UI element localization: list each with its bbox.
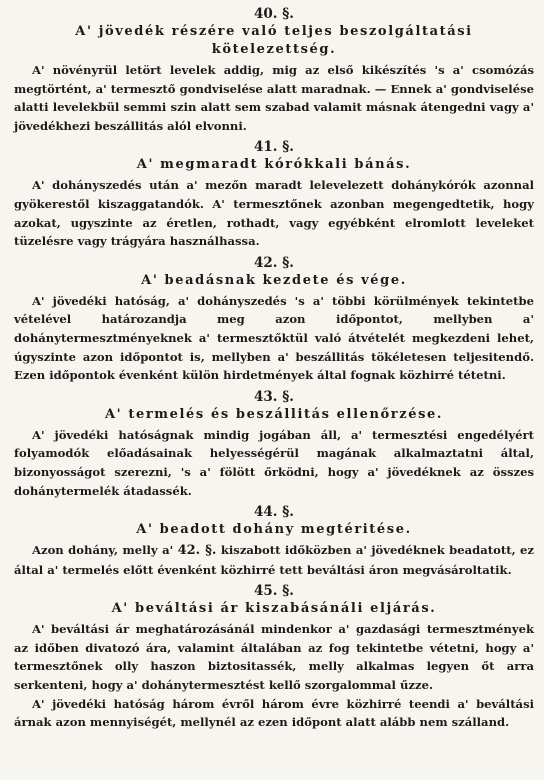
section-body [14,292,534,385]
section-title: A' termelés és beszállitás ellenőrzése. [104,406,444,422]
section-41 [14,139,534,250]
section-number: 40. §. [254,6,294,22]
paragraph: A' beváltási ár meghatározásánál mindenkor a' gazdasági termesztmények az időben divatozó ára, valamint általában az fog tekintetbe vétetni, hogy a' termesztőnek olly haszon biztositassék, melly alkalmas legyen őt arra serkenteni, hogy a' dohánytermesztést kellő szorgalommal űzze. [14,622,534,693]
section-body [14,426,534,500]
section-number: 42. §. [254,254,294,271]
section-number: 43. §. [254,388,294,405]
section-title: A' jövedék részére való teljes beszolgáltatási kötelezettség. [75,24,473,57]
section-body [14,61,534,135]
section-45 [14,583,534,732]
section-40 [14,6,534,135]
section-title: A' beadott dohány megtéritése. [136,522,412,538]
paragraph: A' növényrül letört levelek addig, mig az első kikészítés 's a' csomózás megtörtént, a' termesztő gondviselése alatt maradnak. — Ennek a' gondviselése alatti levelekbül semmi szin alatt sem szabad valamit másnak átengedni vagy a' jövedékhezi beszállitás alól elvonni. [14,63,534,133]
section-body [14,620,534,732]
paragraph: A' jövedéki hatóságnak mindig jogában áll, a' termesztési engedélyért folyamodók előadásainak helyességérül magának alkalmaztatni által, bizonyosságot szerezni, 's a' fölött őrködni, hogy a' jövedéknek az összes dohánytermelék átadassék. [14,427,534,498]
paragraph: A' jövedéki hatóság, a' dohányszedés 's a' többi körülmények tekintetbe vételével határozandja meg azon időpontot, mellyben a' dohánytermesztményeknek a' termesztőktül való átvételét megkezdeni lehet, úgyszinte azon időpontot is, mellyben a' beszállitás tökéletesen teljesitendő. Ezen időpontok évenként külön hirdetmények által fognak közhirré tétetni. [14,293,534,383]
section-43 [14,389,534,500]
section-number: 41. §. [254,139,294,156]
section-body [14,176,534,250]
section-44 [14,504,534,579]
section-title: A' beváltási ár kiszabásánáli eljárás. [111,601,437,617]
paragraph-lead: Azon dohány, melly a' [32,543,178,558]
section-reference: 42. §. [177,543,217,559]
section-number: 44. §. [254,504,294,521]
section-title: A' megmaradt kórókkali bánás. [136,157,412,173]
section-body [14,541,534,579]
paragraph: A' dohányszedés után a' mezőn maradt lelevelezett dohánykórók azonnal gyökerestől kiszaggatandók. A' termesztőnek azonban megengedtetik, hogy azokat, ugyszinte az éretlen, rothadt, vagy egyébként elromlott leveleket tüzelésre vagy trágyára használhassa. [14,178,534,249]
paragraph-rest: kiszabott időközben a' jövedéknek beadatott, ez által a' termelés előtt évenként közhirré tett beváltási áron megvásároltatik. [14,543,534,577]
paragraph: A' jövedéki hatóság három évről három évre közhirré teendi a' beváltási árnak azon mennyiségét, mellynél az ezen időpont alatt alább nem szálland. [14,696,534,730]
section-number: 45. §. [254,583,294,600]
section-title: A' beadásnak kezdete és vége. [141,272,407,288]
section-42 [14,255,534,385]
